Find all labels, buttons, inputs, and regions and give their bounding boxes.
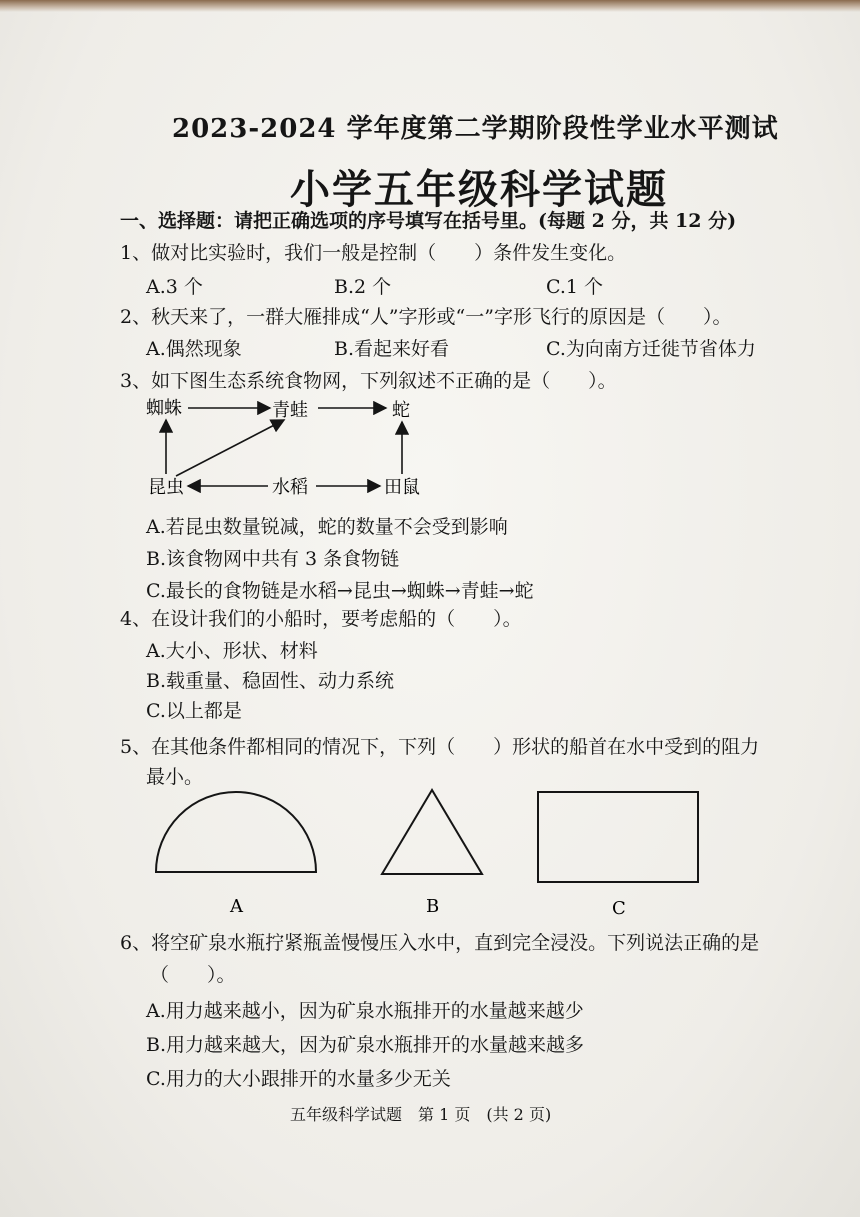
question-2-option-a: A.偶然现象 [146, 338, 242, 360]
question-5-stem: 5、在其他条件都相同的情况下，下列（ ）形状的船首在水中受到的阻力 [120, 736, 760, 758]
shape-label-a: A [230, 896, 243, 917]
shape-label-c: C [612, 898, 626, 919]
food-web-node-frog: 青蛙 [272, 400, 308, 421]
question-3-option-a: A.若昆虫数量锐减，蛇的数量不会受到影响 [146, 516, 508, 538]
question-6-option-c: C.用力的大小跟排开的水量多少无关 [146, 1068, 451, 1090]
question-3-option-c: C.最长的食物链是水稻→昆虫→蜘蛛→青蛙→蛇 [146, 580, 534, 602]
question-3-option-b: B.该食物网中共有 3 条食物链 [146, 548, 400, 570]
question-6-option-a: A.用力越来越小，因为矿泉水瓶排开的水量越来越少 [146, 1000, 584, 1022]
exam-title: 2023-2024 学年度第二学期阶段性学业水平测试 [172, 114, 779, 144]
question-3-stem: 3、如下图生态系统食物网，下列叙述不正确的是（ ）。 [120, 370, 617, 392]
question-1-stem: 1、做对比实验时，我们一般是控制（ ）条件发生变化。 [120, 242, 627, 264]
question-5-stem-cont: 最小。 [146, 766, 204, 788]
paper-edge [0, 0, 860, 12]
food-web-node-rice: 水稻 [272, 477, 308, 498]
question-4-option-c: C.以上都是 [146, 700, 242, 722]
triangle-shape [382, 790, 482, 874]
question-1-option-c: C.1 个 [546, 276, 604, 298]
food-web-node-spider: 蜘蛛 [146, 398, 182, 419]
question-6-option-b: B.用力越来越大，因为矿泉水瓶排开的水量越来越多 [146, 1034, 585, 1056]
question-4-stem: 4、在设计我们的小船时，要考虑船的（ ）。 [120, 608, 522, 630]
food-web-node-mouse: 田鼠 [384, 477, 420, 498]
arrow-insect-frog [176, 420, 284, 476]
question-6-stem: 6、将空矿泉水瓶拧紧瓶盖慢慢压入水中，直到完全浸没。下列说法正确的是 [120, 932, 760, 954]
question-2-option-c: C.为向南方迁徙节省体力 [546, 338, 756, 360]
page-footer: 五年级科学试题 第 1 页 (共 2 页) [290, 1105, 552, 1124]
shape-label-b: B [426, 896, 440, 917]
section-heading: 一、选择题：请把正确选项的序号填写在括号里。(每题 2 分，共 12 分) [120, 210, 737, 232]
ship-bow-shapes [150, 784, 710, 920]
question-4-option-b: B.载重量、稳固性、动力系统 [146, 670, 395, 692]
question-2-option-b: B.看起来好看 [334, 338, 450, 360]
question-2-stem: 2、秋天来了，一群大雁排成“人”字形或“一”字形飞行的原因是（ ）。 [120, 306, 732, 328]
question-6-stem-cont: （ ）。 [150, 964, 236, 986]
question-4-option-a: A.大小、形状、材料 [146, 640, 318, 662]
food-web-diagram [140, 392, 460, 504]
semicircle-shape [156, 792, 316, 872]
question-1-option-a: A.3 个 [146, 276, 203, 298]
food-web-node-snake: 蛇 [392, 400, 410, 421]
rectangle-shape [538, 792, 698, 882]
exam-subtitle: 小学五年级科学试题 [290, 166, 668, 213]
question-1-option-b: B.2 个 [334, 276, 392, 298]
food-web-node-insect: 昆虫 [148, 477, 184, 498]
